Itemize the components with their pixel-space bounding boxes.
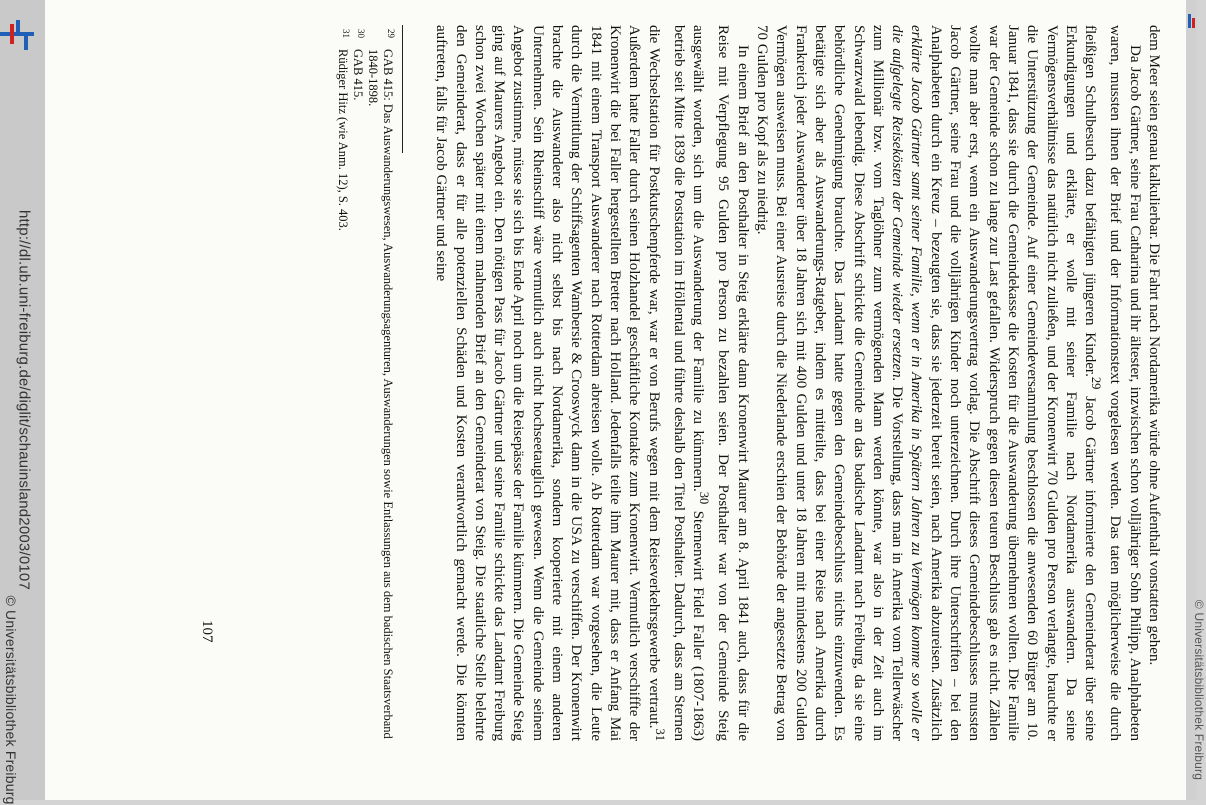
footnote-number: 29 — [386, 29, 396, 38]
footnote — [350, 25, 365, 741]
paragraph: dem Meer seien genau kalkulierbar. Die Fahrt nach Nordamerika würde ohne Aufenthalt vonstatten gehen. — [1146, 25, 1162, 666]
rotated-page-content — [130, 0, 1165, 760]
footnote — [335, 25, 350, 741]
footnote-text: Rüdiger Hitz (wie Anm. 12), S. 403. — [336, 49, 350, 231]
footnote-ref[interactable]: 30 — [697, 491, 712, 505]
footnote — [365, 25, 395, 741]
footnotes — [335, 25, 395, 741]
footnote-ref[interactable]: 29 — [1089, 376, 1104, 390]
paragraph: Da Jacob Gärtner, seine Frau Catharina und ihr ältester, inzwischen schon volljähriger Sohn Philipp, Analphabeten waren, mussten ihnen der Brief und der Informationstext vorgelesen werden. Das taten möglicherweise die durch fleißigen Schulbesuch dazu befähigten jüngeren Kinder.$^{29}$ Jacob Gärtner informierte den Gemeinderat über seine Erkundigungen und erklärte, er wolle mit seiner Familie nach Nordamerika auswandern. Da seine Vermögensverhältnisse das natürlich nicht zuließen, und der Kronenwirt 70 Gulden pro Person verlangte, brauchte er die Unterstützung der Gemeinde. Auf einer Gemeindeversammlung beschlossen die anwesenden 60 Bürger am 10. Januar 1841, dass sie durch die Gemeindekasse die Kosten für die Auswanderung übernehmen wollten. Die Familie war der Gemeinde schon zu lange zur Last gefallen. Widerspruch gegen diesen teuren Beschluss gab es nicht. Zählen wollte man aber erst, wenn ein Auswanderungsvertrag vorlag. Die Abschrift dieses Gemeindebeschlusses mussten Jacob Gärtner, seine Frau und die volljährigen Kinder noch unterzeichnen. Durch ihre Unterschriften – bei den Analphabeten durch ein Kreuz – bezeugten sie, dass sie jederzeit bereit seien, nach Amerika abzureisen. Zusätzlich erklärte Jacob Gärtner samt seiner Familie, wenn er in Amerika in Spätern Jahren zu Vermögen komme so wolle er die aufgelegte Reisekösten der Gemeinde wieder ersetzen. Die Vorstellung, dass man in Amerika vom Tellerwäscher zum Millionär bzw. vom Taglöhner zum vermögenden Mann werden könnte, war also in der Zeit auch im Schwarzwald lebendig. Diese Abschrift schickte die Gemeinde an das badische Landamt nach Freiburg, da sie eine behördliche Genehmigung brauchte. Das Landamt hatte gegen den Gemeindebeschluss nichts einzuwenden. Es betätigte sich aber als Auswanderungs-Ratgeber, indem es mitteilte, dass bei einer Reise nach Amerika durch Frankreich jeder Auswanderer über 18 Jahren sich mit 400 Gulden und unter 18 Jahren mit mindestens 200 Gulden Vermögen ausweisen muss. Bei einer Ausreise durch die Niederlande erschien der Behörde der angesetzte Betrag von 70 Gulden pro Kopf als zu niedrig. — [754, 25, 1143, 742]
page-number: 107 — [199, 620, 215, 643]
paragraph: In einem Brief an den Posthalter in Steig erklärte dann Kronenwirt Maurer am 8. April 1841 auch, dass für die Reise mit Verpflegung 95 Gulden pro Person zu bezahlen seien. Der Posthalter war von der Gemeinde Steig ausgewählt worden, sich um die Auswanderung der Familie zu kümmern.$^{30}$ Sternenwirt Fidel Faller (1807-1863) betrieb seit Mitte 1839 die Poststation im Höllental und führte deshalb den Titel Posthalter. Dadurch, dass am Sternen die Wechselstation für Postkutschenpferde war, war er von Berufs wegen mit dem Reiseverkehrsgewerbe vertraut.$^{31}$ Außerdem hatte Faller durch seinen Holzhandel geschäftliche Kontakte zum Kronenwirt. Vermutlich verschiffte der Kronenwirt die bei Faller hergestellten Bretter nach Holland. Jedenfalls teilte ihm Maurer mit, dass er Anfang Mai 1841 mit einem Transport Auswanderer nach Rotterdam abreisen wolle. Ab Rotterdam war vorgesehen, die Leute durch die Vermittlung der Schiffsagenten Wambersie & Crooswyck dann in die USA zu verschiffen. Der Kronenwirt brachte die Auswanderer also nicht selbst bis nach Nordamerika, sondern kooperierte mit einem anderen Unternehmen. Sein Rheinschiff wäre vermutlich auch nicht hochseetauglich gewesen. Wenn die Gemeinde seinem Angebot zustimme, müsse sie sich bis Ende April noch um die Reisepässe der Familie kümmern. Die Gemeinde Steig ging auf Maurers Angebot ein. Den nötigen Pass für Jacob Gärtner und seine Familie schickte das Landamt Freiburg schon zwei Wochen später mit einem mahnenden Brief an den Gemeinderat von Steig. Die staatliche Stelle belehrte den Gemeinderat, dass er für alle potenziellen Schäden und Kosten verantwortlich gemacht werde. Die könnten auftreten, falls für Jacob Gärtner und seine — [433, 25, 751, 742]
footnote-text: GAB 415. — [351, 49, 365, 101]
body-text — [431, 25, 1163, 741]
copyright-credit-right: © Universitätsbibliothek Freiburg — [1192, 599, 1206, 781]
quoted-declaration: erklärte Jacob Gärtner samt seiner Familie, wenn er in Amerika in Spätern Jahren zu Vermögen komme so wolle er die aufgelegte Reisekösten der Gemeinde wieder ersetzen. — [889, 25, 925, 741]
library-logo-icon — [0, 10, 36, 56]
footnote-text: GAB 415: Das Auswanderungswesen, Auswanderungsagenturen, Auswanderungen sowie Entlassungen aus dem badischen Staatsverband 1840-1898. — [366, 49, 395, 739]
permalink-url[interactable]: http://dl.ub.uni-freiburg.de/diglit/schauinsland2003/0107 — [15, 210, 33, 590]
footnote-ref[interactable]: 31 — [652, 728, 667, 741]
footnote-divider — [402, 25, 403, 153]
footnote-number: 31 — [341, 29, 351, 38]
scanned-page — [45, 0, 1186, 800]
library-logo-icon — [1186, 14, 1197, 44]
copyright-credit: © Universitätsbibliothek Freiburg — [3, 595, 19, 805]
footnote-number: 30 — [356, 29, 366, 38]
